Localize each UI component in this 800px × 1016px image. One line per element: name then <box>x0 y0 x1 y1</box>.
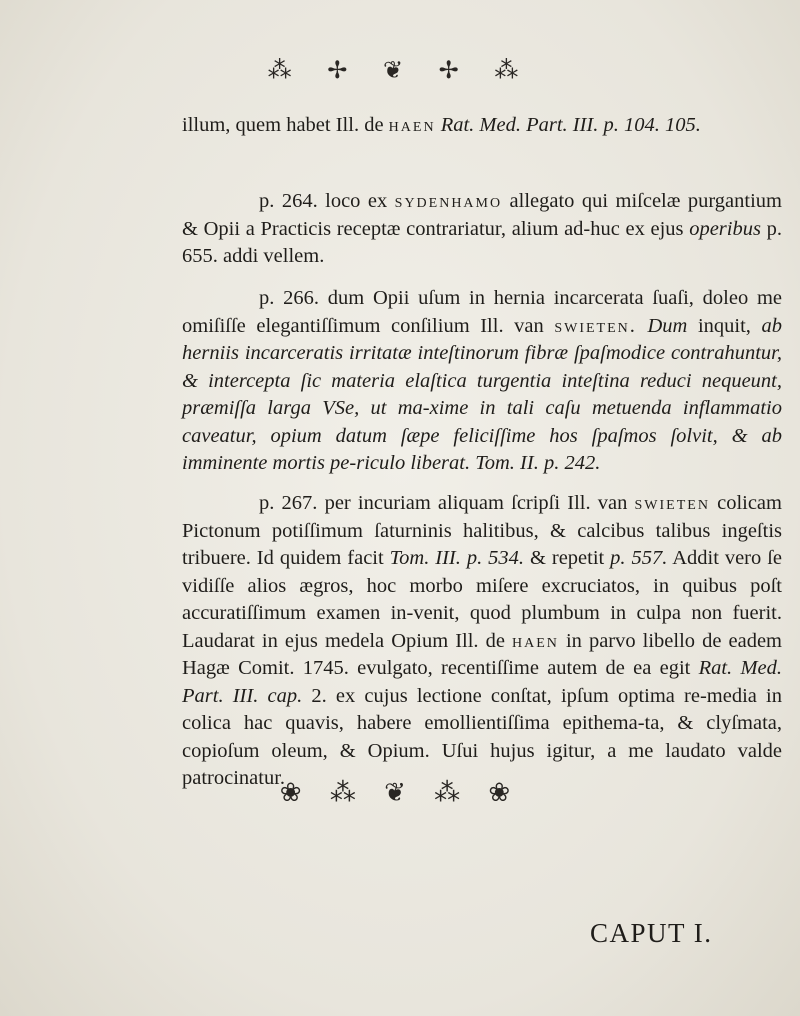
p266-quotation: ab herniis incarceratis irritatæ inteſtinorum fibræ ſpaſmodice contrahuntur, & intercepta ſic materia elaſtica turgentia inteſtina reduci nequeunt, præmiſſa larga VSe, ut ma-xime in tali caſu metuenda inflammatio caveatur, opium datum ſæpe feliciſſime hos ſpaſmos ſolvit, & ab imminente mortis pe-riculo liberat. Tom. II. p. 242. <box>182 314 782 474</box>
bottom-ornament: ❀ ⁂ ❦ ⁂ ❀ <box>279 778 521 808</box>
p264-text-3: p. 655. addi vellem. <box>182 217 782 267</box>
p267-citation-tom3: Tom. III. p. 534. <box>389 547 525 569</box>
p267-text-3: & repetit <box>524 547 611 569</box>
author-name-haen-2: haen <box>512 629 559 652</box>
p264-text-1: p. 264. loco ex <box>259 190 395 212</box>
author-name-swieten: swieten. <box>554 314 637 337</box>
paragraph-p267 <box>182 490 782 793</box>
author-name-haen: haen <box>388 114 436 136</box>
top-ornament: ⁂ ✢ ❦ ✢ ⁂ <box>267 56 533 84</box>
p266-italic-dum: Dum <box>647 314 688 337</box>
p267-text-2: colicam Pictonum potiſſimum ſaturninis halitibus, & calcibus talibus ingeſtis tribuere. Id quidem facit <box>182 492 782 569</box>
paragraph-p266 <box>182 285 782 478</box>
author-name-sydenhamo: sydenhamo <box>394 190 503 212</box>
p267-text-1: p. 267. per incuriam aliquam ſcripſi Ill. van <box>259 492 635 514</box>
author-name-swieten-2: swieten <box>634 492 710 514</box>
p264-text-2: allegato qui miſcelæ purgantium & Opii a Practicis receptæ contrariatur, alium ad-huc ex ejus <box>182 190 782 240</box>
intro-citation: Rat. Med. Part. III. p. 104. 105. <box>440 114 701 136</box>
p267-text-6: 2. ex cujus lectione conſtat, ipſum optima re-media in colica hac quavis, habere emollientiſſima epithema-ta, & clyſmata, copioſum oleum, & Opium. Uſui hujus igitur, a me laudato valde patrocinatur. <box>182 684 782 789</box>
intro-text: illum, quem habet Ill. de <box>182 114 389 136</box>
p264-italic-operibus: operibus <box>689 217 761 240</box>
p267-citation-p557: p. 557. <box>610 547 668 569</box>
p267-citation-ratmed: Rat. Med. Part. III. cap. <box>182 657 782 707</box>
paragraph-p264 <box>182 188 782 271</box>
p266-space <box>637 315 648 337</box>
p266-text-inquit: inquit, <box>687 314 762 337</box>
p266-text-1: p. 266. dum Opii uſum in hernia incarcerata ſuaſi, doleo me omiſiſſe elegantiſſimum conſilium Ill. van <box>182 287 782 337</box>
catchword: CAPUT I. <box>590 918 713 948</box>
p267-text-4: Addit vero ſe vidiſſe alios ægros, hoc morbo miſere excruciatos, in quibus poſt accuratiſſimum examen in-venit, quod plumbum in culpa non fuerit. Laudarat in ejus medela Opium Ill. de <box>182 547 782 652</box>
intro-paragraph <box>182 112 782 140</box>
p267-text-5: in parvo libello de eadem Hagæ Comit. 1745. evulgato, recentiſſime autem de ea egit <box>182 629 782 679</box>
